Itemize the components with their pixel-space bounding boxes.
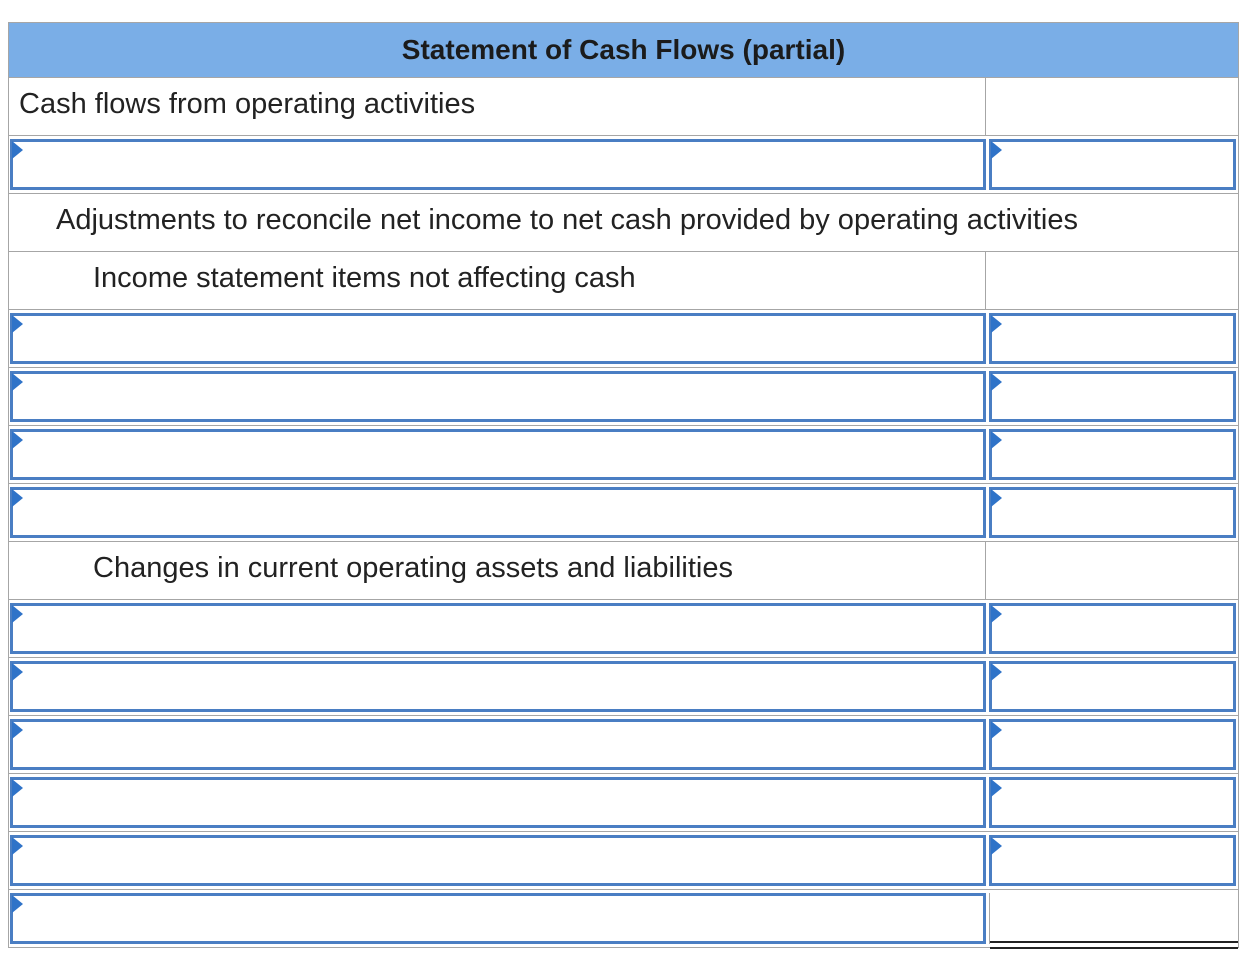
account-dropdown-4[interactable]	[10, 429, 986, 480]
section-row-adjustments	[9, 194, 1238, 252]
amount-input-7[interactable]	[989, 661, 1236, 712]
input-row-changes-5	[9, 832, 1238, 890]
triangle-right-icon	[12, 489, 23, 507]
input-row-noncash-4	[9, 484, 1238, 542]
input-row-changes-3	[9, 716, 1238, 774]
triangle-right-icon	[12, 895, 23, 913]
amount-input-10[interactable]	[989, 835, 1236, 886]
amount-input-9[interactable]	[989, 777, 1236, 828]
section-row-noncash	[9, 252, 1238, 310]
noncash-items-value-cell	[986, 252, 1238, 309]
operating-activities-value-cell	[986, 78, 1238, 135]
account-dropdown-1[interactable]	[10, 139, 986, 190]
operating-activities-label: Cash flows from operating activities	[9, 78, 986, 135]
triangle-right-icon	[12, 315, 23, 333]
input-row-net-cash-total	[9, 890, 1238, 948]
triangle-right-icon	[991, 837, 1002, 855]
input-row-noncash-3	[9, 426, 1238, 484]
amount-input-6[interactable]	[989, 603, 1236, 654]
triangle-right-icon	[991, 141, 1002, 159]
account-dropdown-2[interactable]	[10, 313, 986, 364]
account-dropdown-7[interactable]	[10, 661, 986, 712]
triangle-right-icon	[991, 663, 1002, 681]
amount-input-5[interactable]	[989, 487, 1236, 538]
amount-input-4[interactable]	[989, 429, 1236, 480]
input-row-changes-2	[9, 658, 1238, 716]
triangle-right-icon	[991, 489, 1002, 507]
amount-input-3[interactable]	[989, 371, 1236, 422]
account-dropdown-5[interactable]	[10, 487, 986, 538]
net-cash-total-cell	[989, 893, 1236, 944]
triangle-right-icon	[12, 721, 23, 739]
changes-value-cell	[986, 542, 1238, 599]
input-row-noncash-2	[9, 368, 1238, 426]
triangle-right-icon	[991, 431, 1002, 449]
adjustments-label: Adjustments to reconcile net income to net cash provided by operating activities	[56, 204, 1078, 236]
cash-flow-statement-table	[8, 22, 1239, 948]
account-dropdown-9[interactable]	[10, 777, 986, 828]
triangle-right-icon	[12, 779, 23, 797]
triangle-right-icon	[12, 605, 23, 623]
triangle-right-icon	[991, 779, 1002, 797]
triangle-right-icon	[991, 721, 1002, 739]
input-row-changes-4	[9, 774, 1238, 832]
triangle-right-icon	[12, 373, 23, 391]
account-dropdown-6[interactable]	[10, 603, 986, 654]
account-dropdown-3[interactable]	[10, 371, 986, 422]
amount-input-2[interactable]	[989, 313, 1236, 364]
account-dropdown-10[interactable]	[10, 835, 986, 886]
section-row-changes	[9, 542, 1238, 600]
changes-label: Changes in current operating assets and liabilities	[9, 542, 986, 599]
triangle-right-icon	[12, 663, 23, 681]
amount-input-1[interactable]	[989, 139, 1236, 190]
input-row-noncash-1	[9, 310, 1238, 368]
double-underline	[990, 941, 1238, 949]
triangle-right-icon	[991, 315, 1002, 333]
triangle-right-icon	[12, 141, 23, 159]
triangle-right-icon	[991, 373, 1002, 391]
input-row-net-income	[9, 136, 1238, 194]
statement-title: Statement of Cash Flows (partial)	[9, 22, 1238, 78]
section-row-operating	[9, 78, 1238, 136]
input-row-changes-1	[9, 600, 1238, 658]
triangle-right-icon	[12, 837, 23, 855]
triangle-right-icon	[991, 605, 1002, 623]
noncash-items-label: Income statement items not affecting cash	[9, 252, 986, 309]
account-dropdown-11[interactable]	[10, 893, 986, 944]
amount-input-8[interactable]	[989, 719, 1236, 770]
triangle-right-icon	[12, 431, 23, 449]
account-dropdown-8[interactable]	[10, 719, 986, 770]
